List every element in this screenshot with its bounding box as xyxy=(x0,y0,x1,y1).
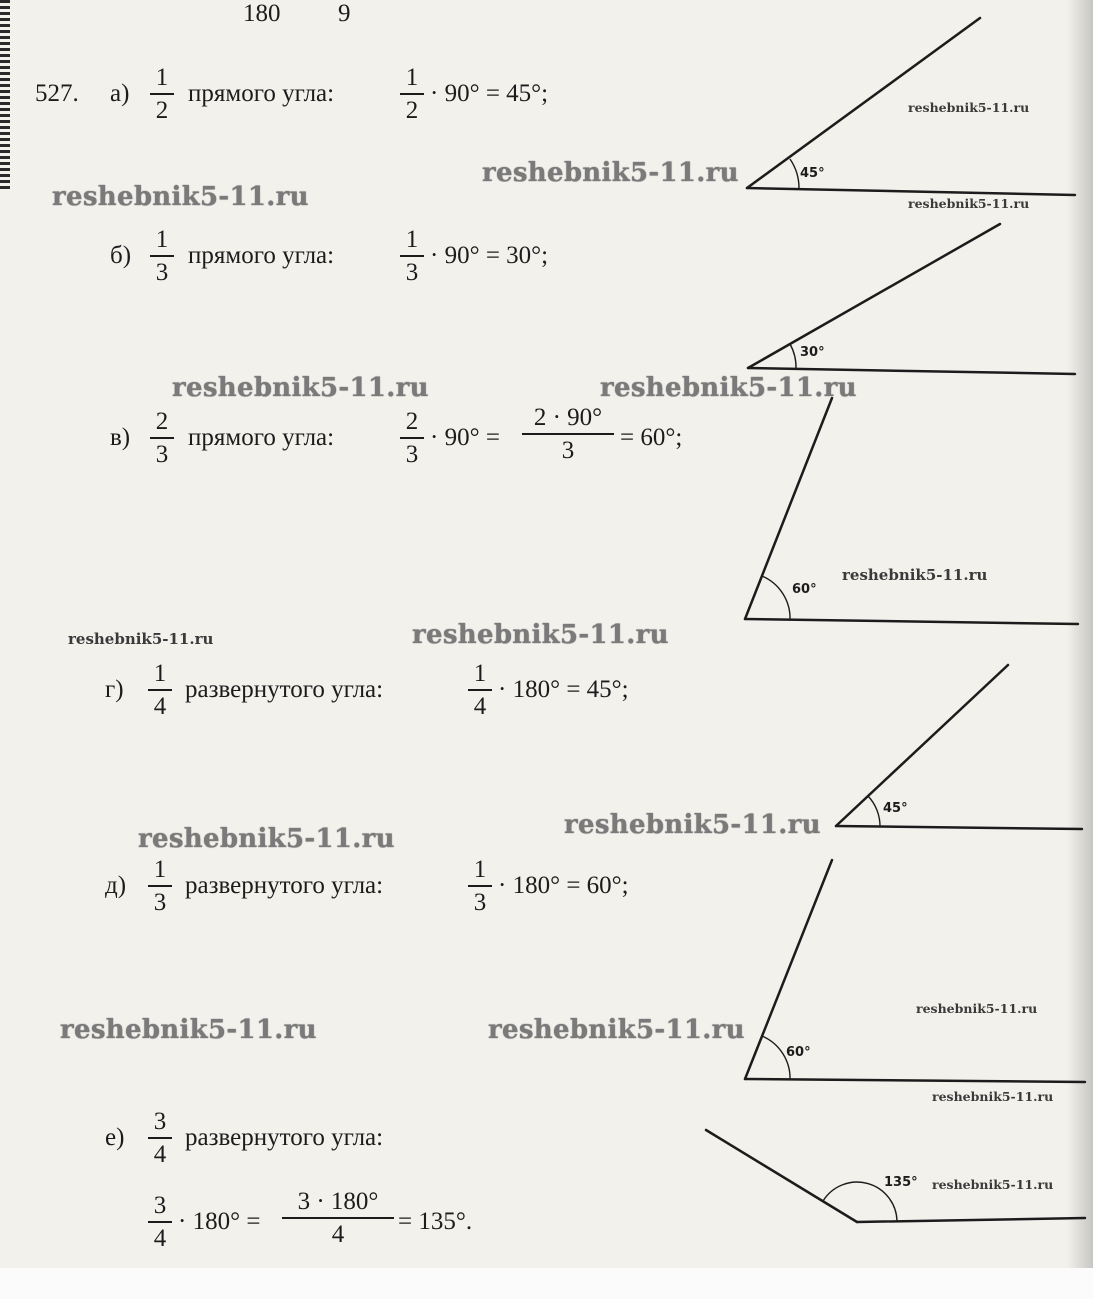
watermark: reshebnik5-11.ru xyxy=(932,1089,1054,1104)
watermark: reshebnik5-11.ru xyxy=(138,824,395,854)
part-b-expression: · 90° = 30°; xyxy=(430,242,549,269)
part-e-fraction: 1 3 xyxy=(148,856,172,917)
part-a-fraction-2: 1 2 xyxy=(400,64,424,125)
angle-figure-c xyxy=(745,398,1078,624)
part-f-label: е) xyxy=(105,1124,125,1151)
watermark: reshebnik5-11.ru xyxy=(412,620,669,650)
angle-label-d: 45° xyxy=(883,801,908,816)
watermark: reshebnik5-11.ru xyxy=(68,630,214,648)
part-a-text: прямого угла: xyxy=(188,80,335,107)
angle-figure-b xyxy=(748,224,1075,374)
part-a-expression: · 90° = 45°; xyxy=(430,80,549,107)
watermark: reshebnik5-11.ru xyxy=(916,1001,1038,1016)
part-e-fraction-2: 1 3 xyxy=(468,856,492,917)
part-b-label: б) xyxy=(110,242,132,269)
watermark: reshebnik5-11.ru xyxy=(842,566,988,584)
part-d-fraction: 1 4 xyxy=(148,660,172,721)
angle-label-e: 60° xyxy=(786,1045,811,1060)
part-c-label: в) xyxy=(110,424,131,451)
watermark: reshebnik5-11.ru xyxy=(908,196,1030,211)
part-e-expression: · 180° = 60°; xyxy=(498,872,629,899)
part-f-text: развернутого угла: xyxy=(185,1124,384,1151)
page-bottom-margin xyxy=(0,1268,1093,1299)
part-c-result: = 60°; xyxy=(620,424,683,451)
part-e-label: д) xyxy=(105,872,127,899)
part-c-fraction: 2 3 xyxy=(150,408,174,469)
part-e-text: развернутого угла: xyxy=(185,872,384,899)
watermark: reshebnik5-11.ru xyxy=(172,373,429,403)
part-c-fraction-2: 2 3 xyxy=(400,408,424,469)
part-c-fraction-3: 2 · 90° 3 xyxy=(522,404,614,465)
watermark: reshebnik5-11.ru xyxy=(908,100,1030,115)
angle-figure-f xyxy=(706,1130,1085,1222)
problem-number: 527. xyxy=(35,80,79,107)
angle-label-b: 30° xyxy=(800,345,825,360)
part-d-fraction-2: 1 4 xyxy=(468,660,492,721)
angle-label-f: 135° xyxy=(884,1175,918,1190)
watermark: reshebnik5-11.ru xyxy=(52,182,309,212)
angle-figure-d xyxy=(836,665,1082,829)
angle-figure-e xyxy=(745,860,1085,1082)
watermark: reshebnik5-11.ru xyxy=(600,373,857,403)
part-c-expression: · 90° = xyxy=(430,424,500,451)
watermark: reshebnik5-11.ru xyxy=(60,1015,317,1045)
part-d-label: г) xyxy=(105,676,124,703)
part-f-expression: · 180° = xyxy=(178,1208,261,1235)
part-f-result: = 135°. xyxy=(398,1208,473,1235)
part-f-fraction-3: 3 · 180° 4 xyxy=(282,1188,394,1249)
top-fragment-a: 180 xyxy=(243,0,281,27)
part-d-text: развернутого угла: xyxy=(185,676,384,703)
part-d-expression: · 180° = 45°; xyxy=(498,676,629,703)
watermark: reshebnik5-11.ru xyxy=(564,810,821,840)
part-f-fraction: 3 4 xyxy=(148,1108,172,1169)
watermark: reshebnik5-11.ru xyxy=(932,1177,1054,1192)
top-fragment-b: 9 xyxy=(338,0,351,27)
part-a-fraction: 1 2 xyxy=(150,64,174,125)
part-f-fraction-2: 3 4 xyxy=(148,1192,172,1253)
part-b-fraction-2: 1 3 xyxy=(400,226,424,287)
angle-label-a: 45° xyxy=(800,166,825,181)
part-b-text: прямого угла: xyxy=(188,242,335,269)
watermark: reshebnik5-11.ru xyxy=(482,158,739,188)
watermark: reshebnik5-11.ru xyxy=(488,1015,745,1045)
part-b-fraction: 1 3 xyxy=(150,226,174,287)
angle-label-c: 60° xyxy=(792,582,817,597)
part-c-text: прямого угла: xyxy=(188,424,335,451)
part-a-label: а) xyxy=(110,80,130,107)
